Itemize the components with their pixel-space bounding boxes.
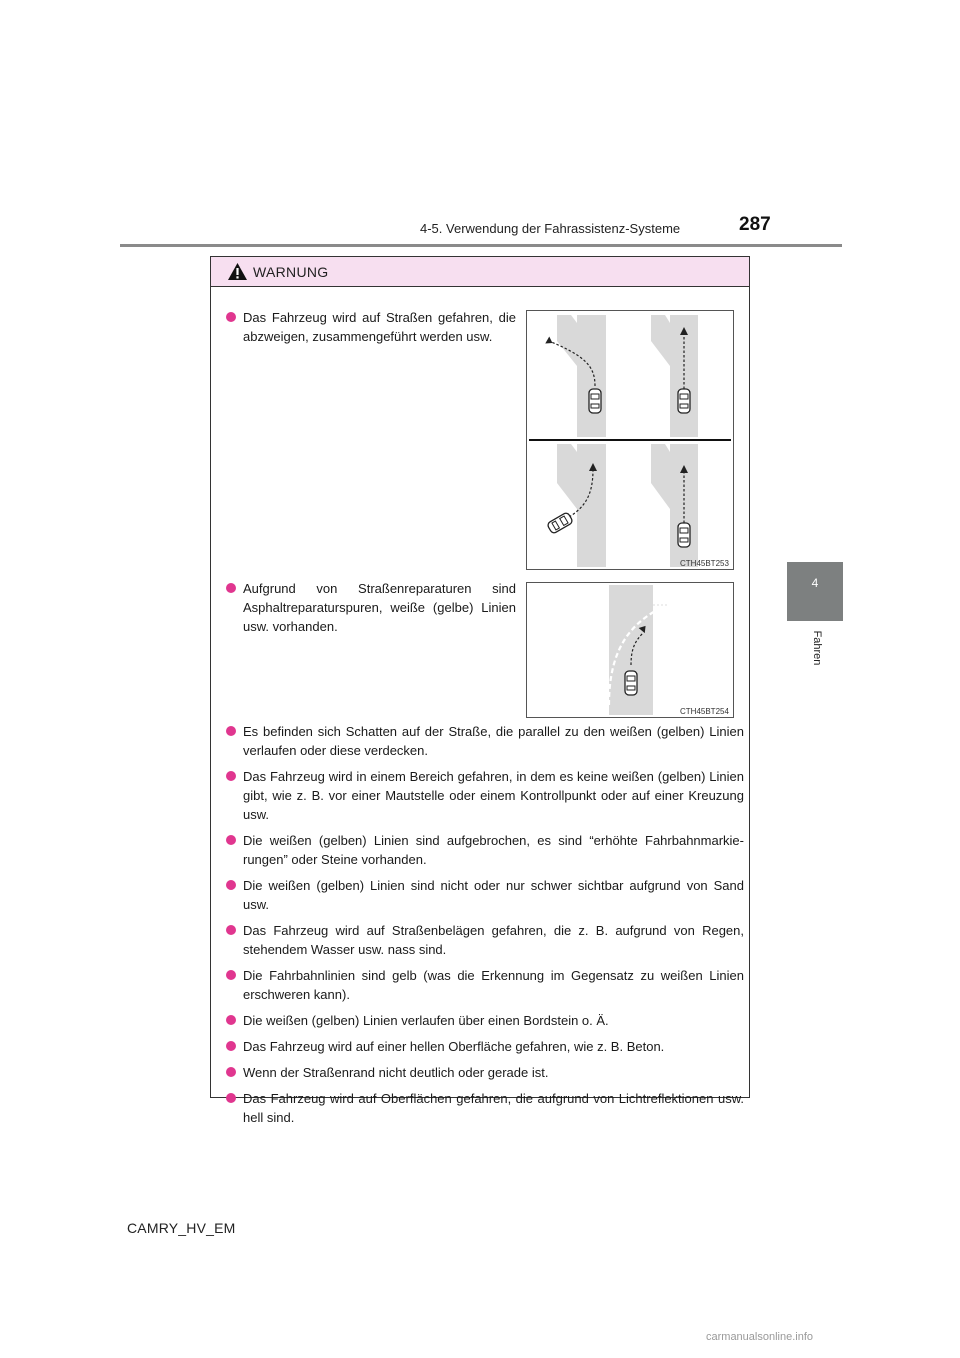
bullet-icon (226, 970, 236, 980)
page-number: 287 (739, 214, 771, 235)
car-icon (678, 523, 690, 547)
warning-box (210, 256, 750, 1125)
bullet-icon (226, 726, 236, 736)
chapter-label: Fahren (811, 630, 823, 666)
bullet-icon (226, 1041, 236, 1051)
bullet-icon (226, 835, 236, 845)
warning-item: Das Fahrzeug wird auf Straßenbelägen gefahren, die z. B. aufgrund von Regen, stehendem Wasser usw. nass sind. (226, 921, 744, 959)
figure-branching-roads (526, 310, 734, 570)
warning-triangle-icon (227, 262, 248, 281)
bullet-icon (226, 1015, 236, 1025)
warning-item: Das Fahrzeug wird auf einer hellen Oberfläche gefahren, wie z. B. Beton. (226, 1037, 744, 1056)
figure-repair-marks (526, 582, 734, 718)
car-icon (678, 389, 690, 413)
warning-item: Die weißen (gelben) Linien sind nicht oder nur schwer sichtbar aufgrund von Sand usw. (226, 876, 744, 914)
warning-item: Wenn der Straßenrand nicht deutlich oder gerade ist. (226, 1063, 744, 1082)
warning-item: Die weißen (gelben) Linien sind aufgebrochen, es sind “erhöhte Fahrbahnmarkie-rungen” oder Steine vorhanden. (226, 831, 744, 869)
repair-marks-illustration (527, 583, 733, 717)
bullet-icon (226, 925, 236, 935)
warning-item: Es befinden sich Schatten auf der Straße, die parallel zu den weißen (gelben) Linien verlaufen oder diese verdecken. (226, 722, 744, 760)
bullet-icon (226, 1067, 236, 1077)
warning-item: Die weißen (gelben) Linien verlaufen über einen Bordstein o. Ä. (226, 1011, 744, 1030)
warning-item: Die Fahrbahnlinien sind gelb (was die Erkennung im Gegensatz zu weißen Linien erschweren kann). (226, 966, 744, 1004)
bullet-icon (226, 312, 236, 322)
car-icon (589, 389, 601, 413)
car-icon (625, 671, 637, 695)
figure-code: CTH45BT253 (680, 559, 729, 568)
warning-item: Das Fahrzeug wird auf Oberflächen gefahren, die aufgrund von Lichtreflektionen usw. hell sind. (226, 1089, 744, 1127)
warning-item: Das Fahrzeug wird auf Straßen gefahren, die abzweigen, zusammengeführt werden usw. (226, 308, 516, 346)
warning-item: Das Fahrzeug wird in einem Bereich gefahren, in dem es keine weißen (gelben) Linien gibt, wie z. B. vor einer Mautstelle oder einem Kontrollpunkt oder auf einer Kreuzung usw. (226, 767, 744, 824)
warning-item: Aufgrund von Straßenreparaturen sind Asphaltreparaturspuren, weiße (gelbe) Linien usw. vorhanden. (226, 579, 516, 636)
warning-title: WARNUNG (253, 264, 329, 280)
warning-header (211, 257, 749, 287)
bullet-icon (226, 583, 236, 593)
chapter-number: 4 (811, 576, 819, 590)
section-title: 4-5. Verwendung der Fahrassistenz-Systeme (420, 221, 681, 236)
footer-model-code: CAMRY_HV_EM (127, 1220, 236, 1236)
branching-roads-illustration (527, 311, 733, 569)
bullet-icon (226, 1093, 236, 1103)
header-divider (120, 244, 842, 247)
figure-code: CTH45BT254 (680, 707, 729, 716)
car-icon (547, 512, 574, 534)
watermark: carmanualsonline.info (706, 1331, 814, 1343)
bullet-icon (226, 771, 236, 781)
bullet-icon (226, 880, 236, 890)
